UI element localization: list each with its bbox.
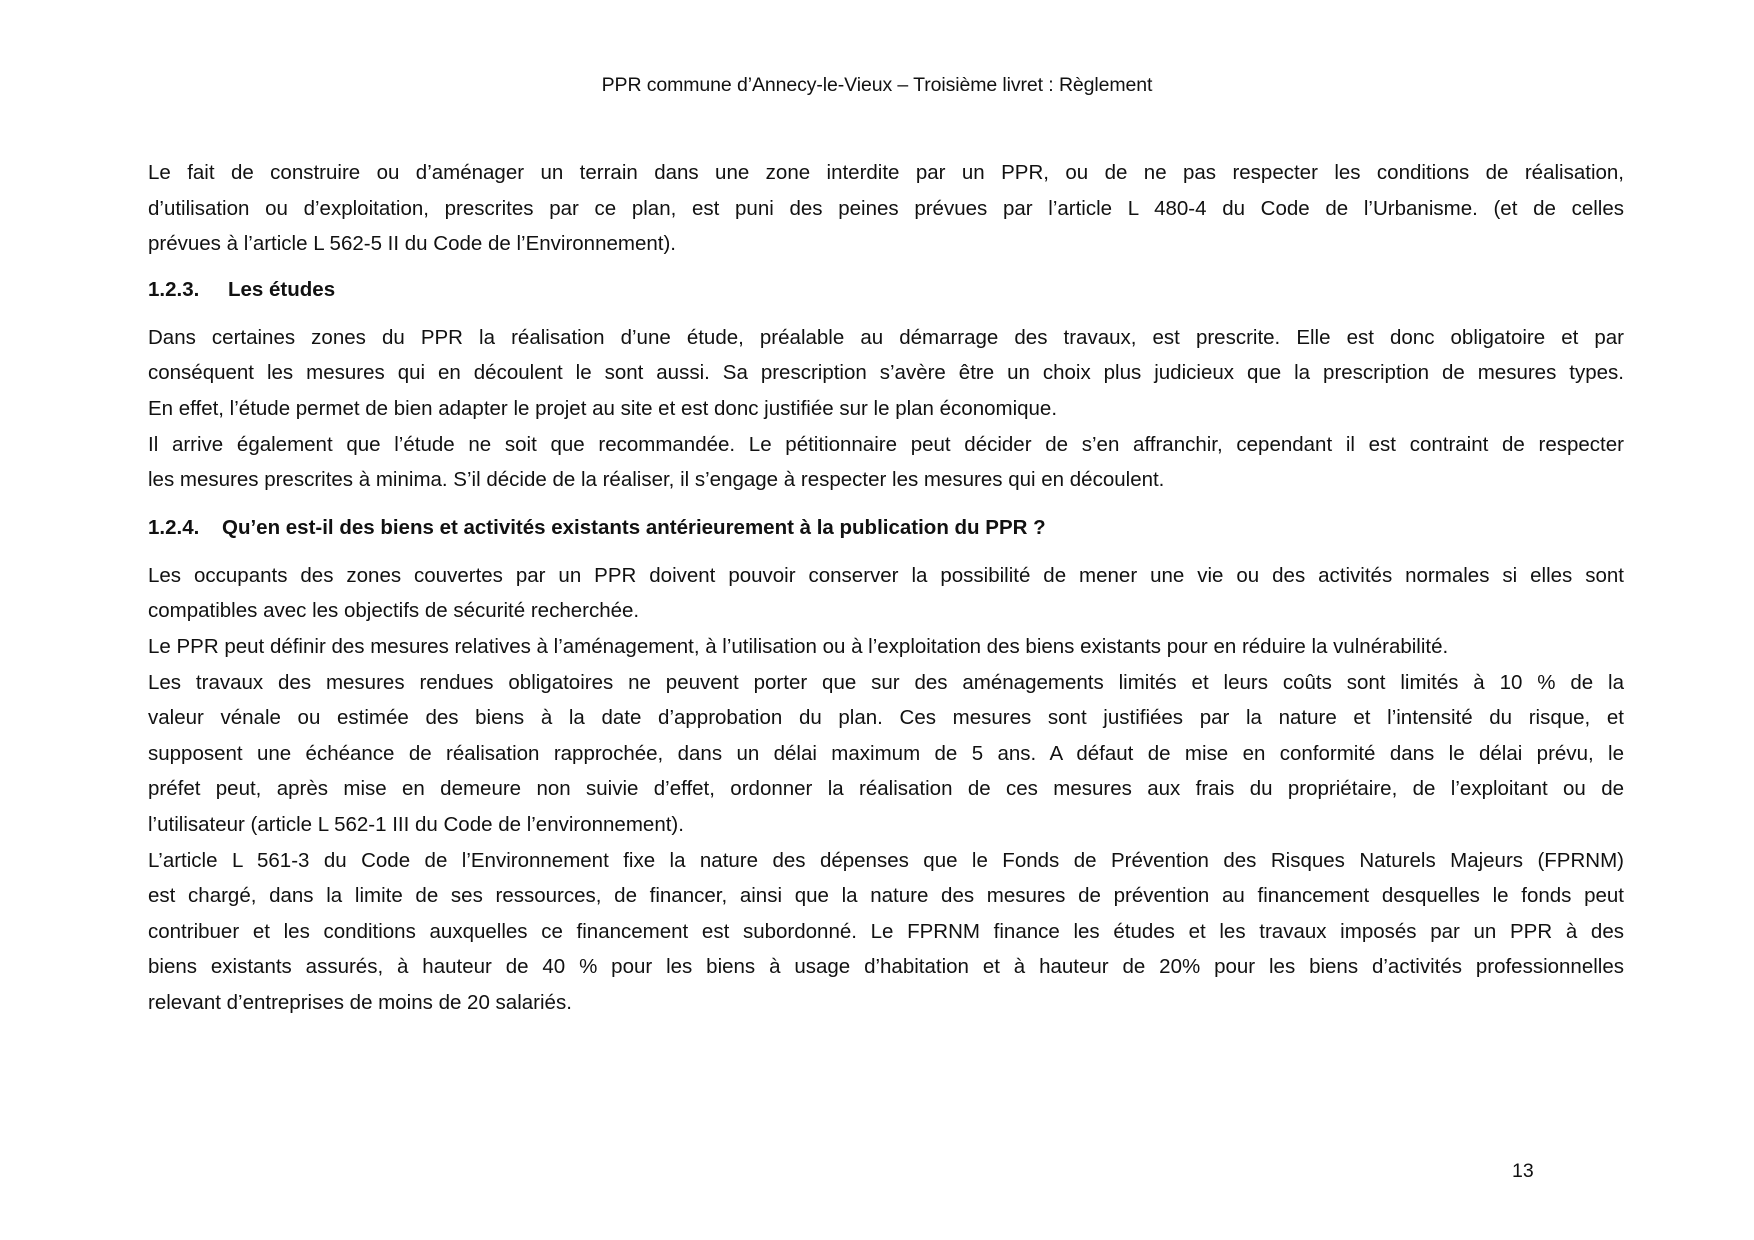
page-number: 13 [1512, 1160, 1534, 1182]
text-line: est chargé, dans la limite de ses ressources, de financer, ainsi que la nature des mesures de prévention au financement desquelles le fonds peut [148, 884, 1624, 908]
text-line: d’utilisation ou d’exploitation, prescrites par ce plan, est puni des peines prévues par l’article L 480-4 du Code de l’Urbanisme. (et de celles [148, 196, 1624, 220]
text-line: conséquent les mesures qui en découlent le sont aussi. Sa prescription s’avère être un choix plus judicieux que la prescription de mesures types. [148, 361, 1624, 385]
text-line: Le PPR peut définir des mesures relatives à l’aménagement, à l’utilisation ou à l’exploitation des biens existants pour en réduire la vulnérabilité. [148, 634, 1449, 658]
page-content [148, 155, 1624, 1020]
section-heading-1-2-4 [148, 510, 1624, 546]
text-line: contribuer et les conditions auxquelles ce financement est subordonné. Le FPRNM finance les études et les travaux imposés par un PPR à des [148, 919, 1624, 943]
text-line: relevant d’entreprises de moins de 20 salariés. [148, 990, 572, 1014]
text-line: Les travaux des mesures rendues obligatoires ne peuvent porter que sur des aménagements limités et leurs coûts sont limités à 10 % de la [148, 670, 1624, 694]
text-line: Le fait de construire ou d’aménager un terrain dans une zone interdite par un PPR, ou de ne pas respecter les conditions de réalisation, [148, 161, 1624, 184]
text-line: biens existants assurés, à hauteur de 40 % pour les biens à usage d’habitation et à hauteur de 20% pour les biens d’activités professionnelles [148, 955, 1624, 979]
text-line: Dans certaines zones du PPR la réalisation d’une étude, préalable au démarrage des travaux, est prescrite. Elle est donc obligatoire et par [148, 325, 1624, 349]
section-1-2-3-body [148, 320, 1624, 498]
section-title: Les études [228, 277, 336, 301]
text-line: préfet peut, après mise en demeure non suivie d’effet, ordonner la réalisation de ces mesures aux frais du propriétaire, de l’exploitant ou de [148, 777, 1624, 801]
section-number: 1.2.3. [148, 277, 200, 301]
text-line: l’utilisateur (article L 562-1 III du Code de l’environnement). [148, 812, 684, 836]
section-heading-1-2-3 [148, 272, 1624, 308]
text-line: Il arrive également que l’étude ne soit que recommandée. Le pétitionnaire peut décider de s’en affranchir, cependant il est contraint de respecter [148, 432, 1624, 456]
text-line: prévues à l’article L 562-5 II du Code de l’Environnement). [148, 232, 676, 256]
text-line: Les occupants des zones couvertes par un PPR doivent pouvoir conserver la possibilité de mener une vie ou des activités normales si elles sont [148, 563, 1624, 587]
running-header: PPR commune d’Annecy-le-Vieux – Troisième livret : Règlement [601, 74, 1153, 96]
text-line: L’article L 561-3 du Code de l’Environnement fixe la nature des dépenses que le Fonds de Prévention des Risques Naturels Majeurs (FPRNM) [148, 848, 1624, 872]
text-line: compatibles avec les objectifs de sécurité recherchée. [148, 599, 640, 623]
section-title: Qu’en est-il des biens et activités existants antérieurement à la publication du PPR ? [222, 515, 1046, 539]
text-line: valeur vénale ou estimée des biens à la date d’approbation du plan. Ces mesures sont justifiées par la nature et l’intensité du risque, et [148, 706, 1624, 730]
intro-paragraph [148, 155, 1624, 262]
text-line: les mesures prescrites à minima. S’il décide de la réaliser, il s’engage à respecter les mesures qui en découlent. [148, 468, 1165, 492]
section-number: 1.2.4. [148, 515, 200, 539]
text-line: En effet, l’étude permet de bien adapter le projet au site et est donc justifiée sur le plan économique. [148, 396, 1058, 420]
text-line: supposent une échéance de réalisation rapprochée, dans un délai maximum de 5 ans. A défaut de mise en conformité dans le délai prévu, le [148, 741, 1624, 765]
section-1-2-4-body [148, 558, 1624, 1021]
